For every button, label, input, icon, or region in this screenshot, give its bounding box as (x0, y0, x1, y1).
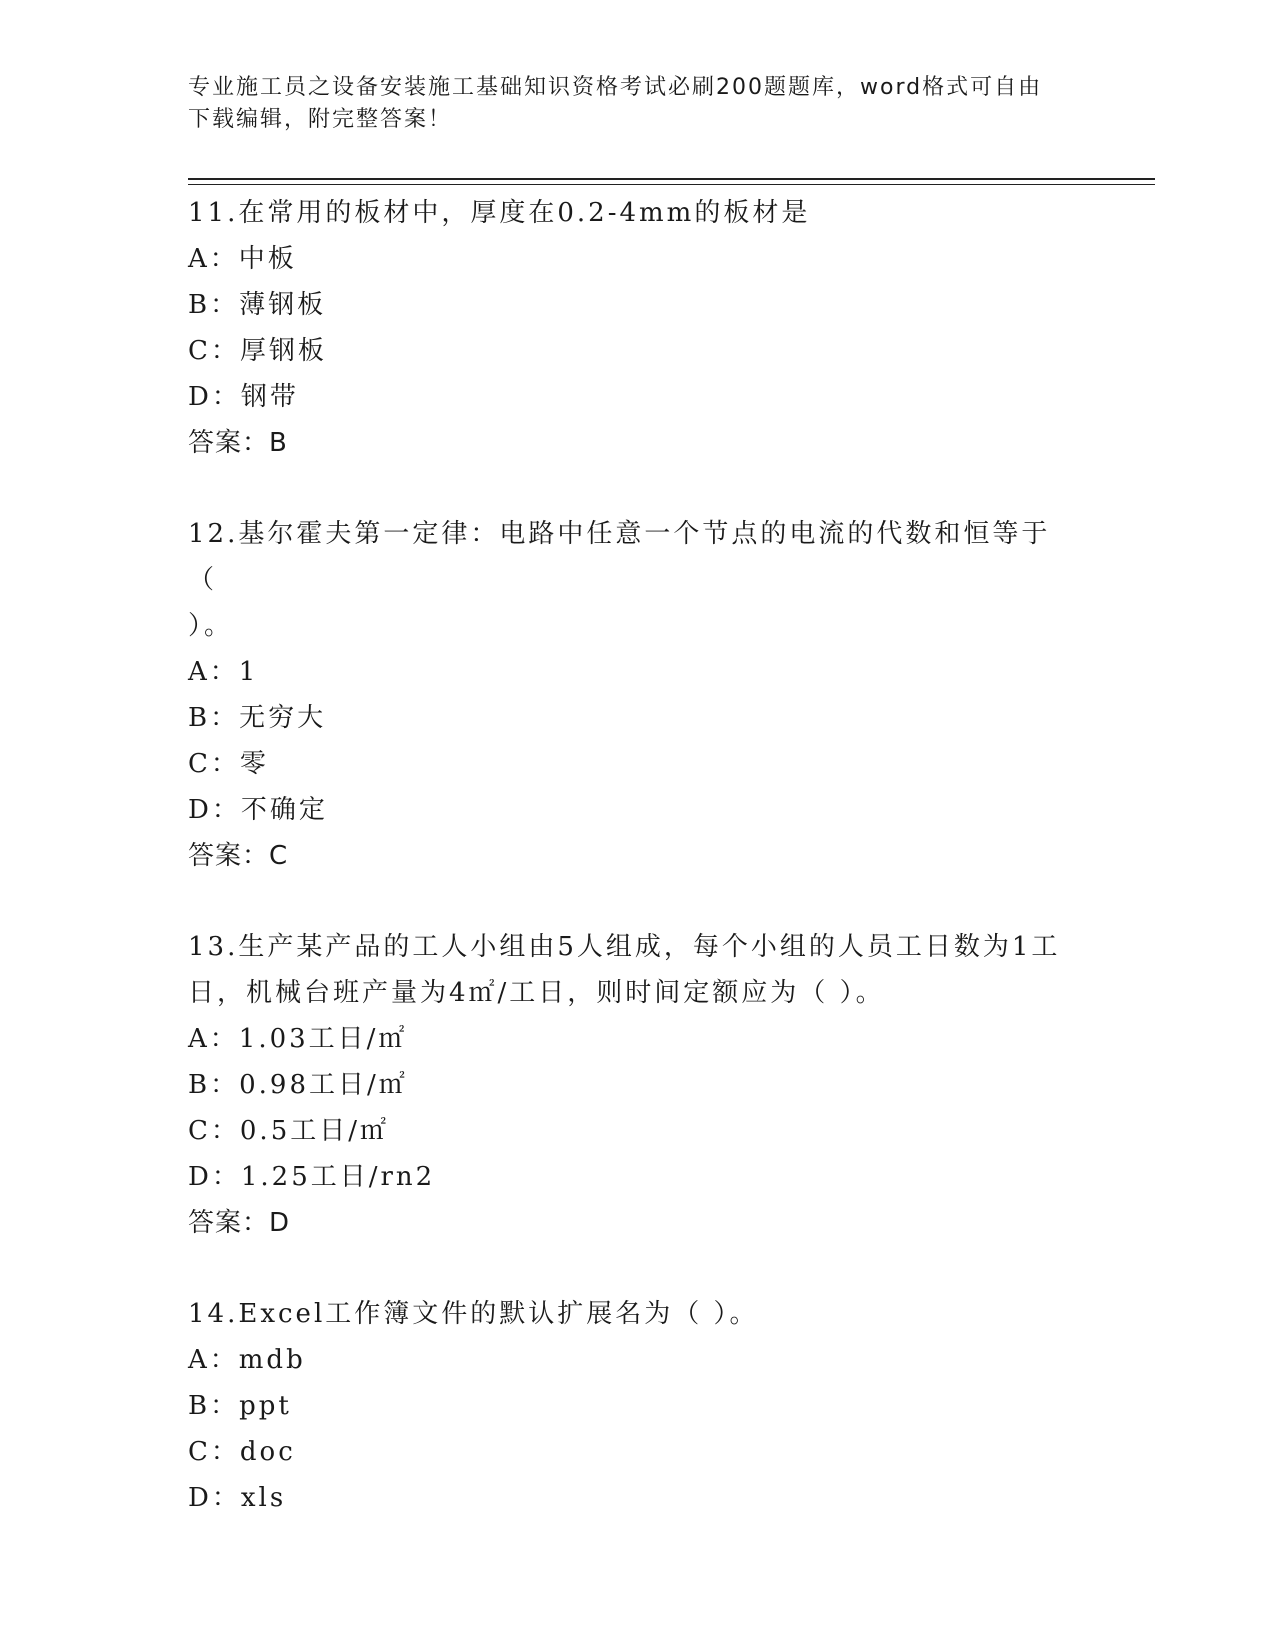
header-divider-thick (188, 178, 1155, 180)
option-b: B：ppt (188, 1391, 292, 1421)
option-c: C：厚钢板 (188, 336, 327, 366)
question-14 (188, 1291, 1078, 1521)
document-header (188, 72, 1088, 136)
option-d: D：不确定 (188, 795, 328, 825)
header-line-2: 下载编辑，附完整答案！ (188, 107, 453, 132)
option-d: D：1.25工日/rn2 (188, 1162, 436, 1192)
option-d: D：钢带 (188, 382, 299, 412)
option-a: A：1.03工日/㎡ (188, 1024, 408, 1054)
question-list (188, 190, 1078, 1521)
question-stem-continued: ）。 (188, 611, 234, 641)
answer-line: 答案：B (188, 428, 288, 458)
option-a: A：1 (188, 657, 259, 687)
question-stem: 14.Excel工作簿文件的默认扩展名为（ ）。 (188, 1299, 759, 1329)
question-11 (188, 190, 1078, 466)
question-stem: 12.基尔霍夫第一定律：电路中任意一个节点的电流的代数和恒等于（ (188, 519, 1051, 595)
option-b: B：薄钢板 (188, 290, 327, 320)
header-line-1: 专业施工员之设备安装施工基础知识资格考试必刷200题题库，word格式可自由 (188, 75, 1043, 100)
option-b: B：无穷大 (188, 703, 327, 733)
option-c: C：0.5工日/㎡ (188, 1116, 390, 1146)
option-b: B：0.98工日/㎡ (188, 1070, 408, 1100)
option-c: C：doc (188, 1437, 296, 1467)
question-stem: 13.生产某产品的工人小组由5人组成，每个小组的人员工日数为1工 (188, 932, 1061, 962)
header-divider-thin (188, 184, 1155, 185)
answer-line: 答案：D (188, 1208, 291, 1238)
option-a: A：中板 (188, 244, 297, 274)
option-d: D：xls (188, 1483, 287, 1513)
question-stem-continued: 日，机械台班产量为4㎡/工日，则时间定额应为（ ）。 (188, 978, 885, 1008)
question-stem: 11.在常用的板材中，厚度在0.2-4mm的板材是 (188, 198, 811, 228)
option-a: A：mdb (188, 1345, 306, 1375)
option-c: C：零 (188, 749, 269, 779)
question-13 (188, 924, 1078, 1246)
question-12 (188, 511, 1078, 879)
answer-line: 答案：C (188, 841, 289, 871)
